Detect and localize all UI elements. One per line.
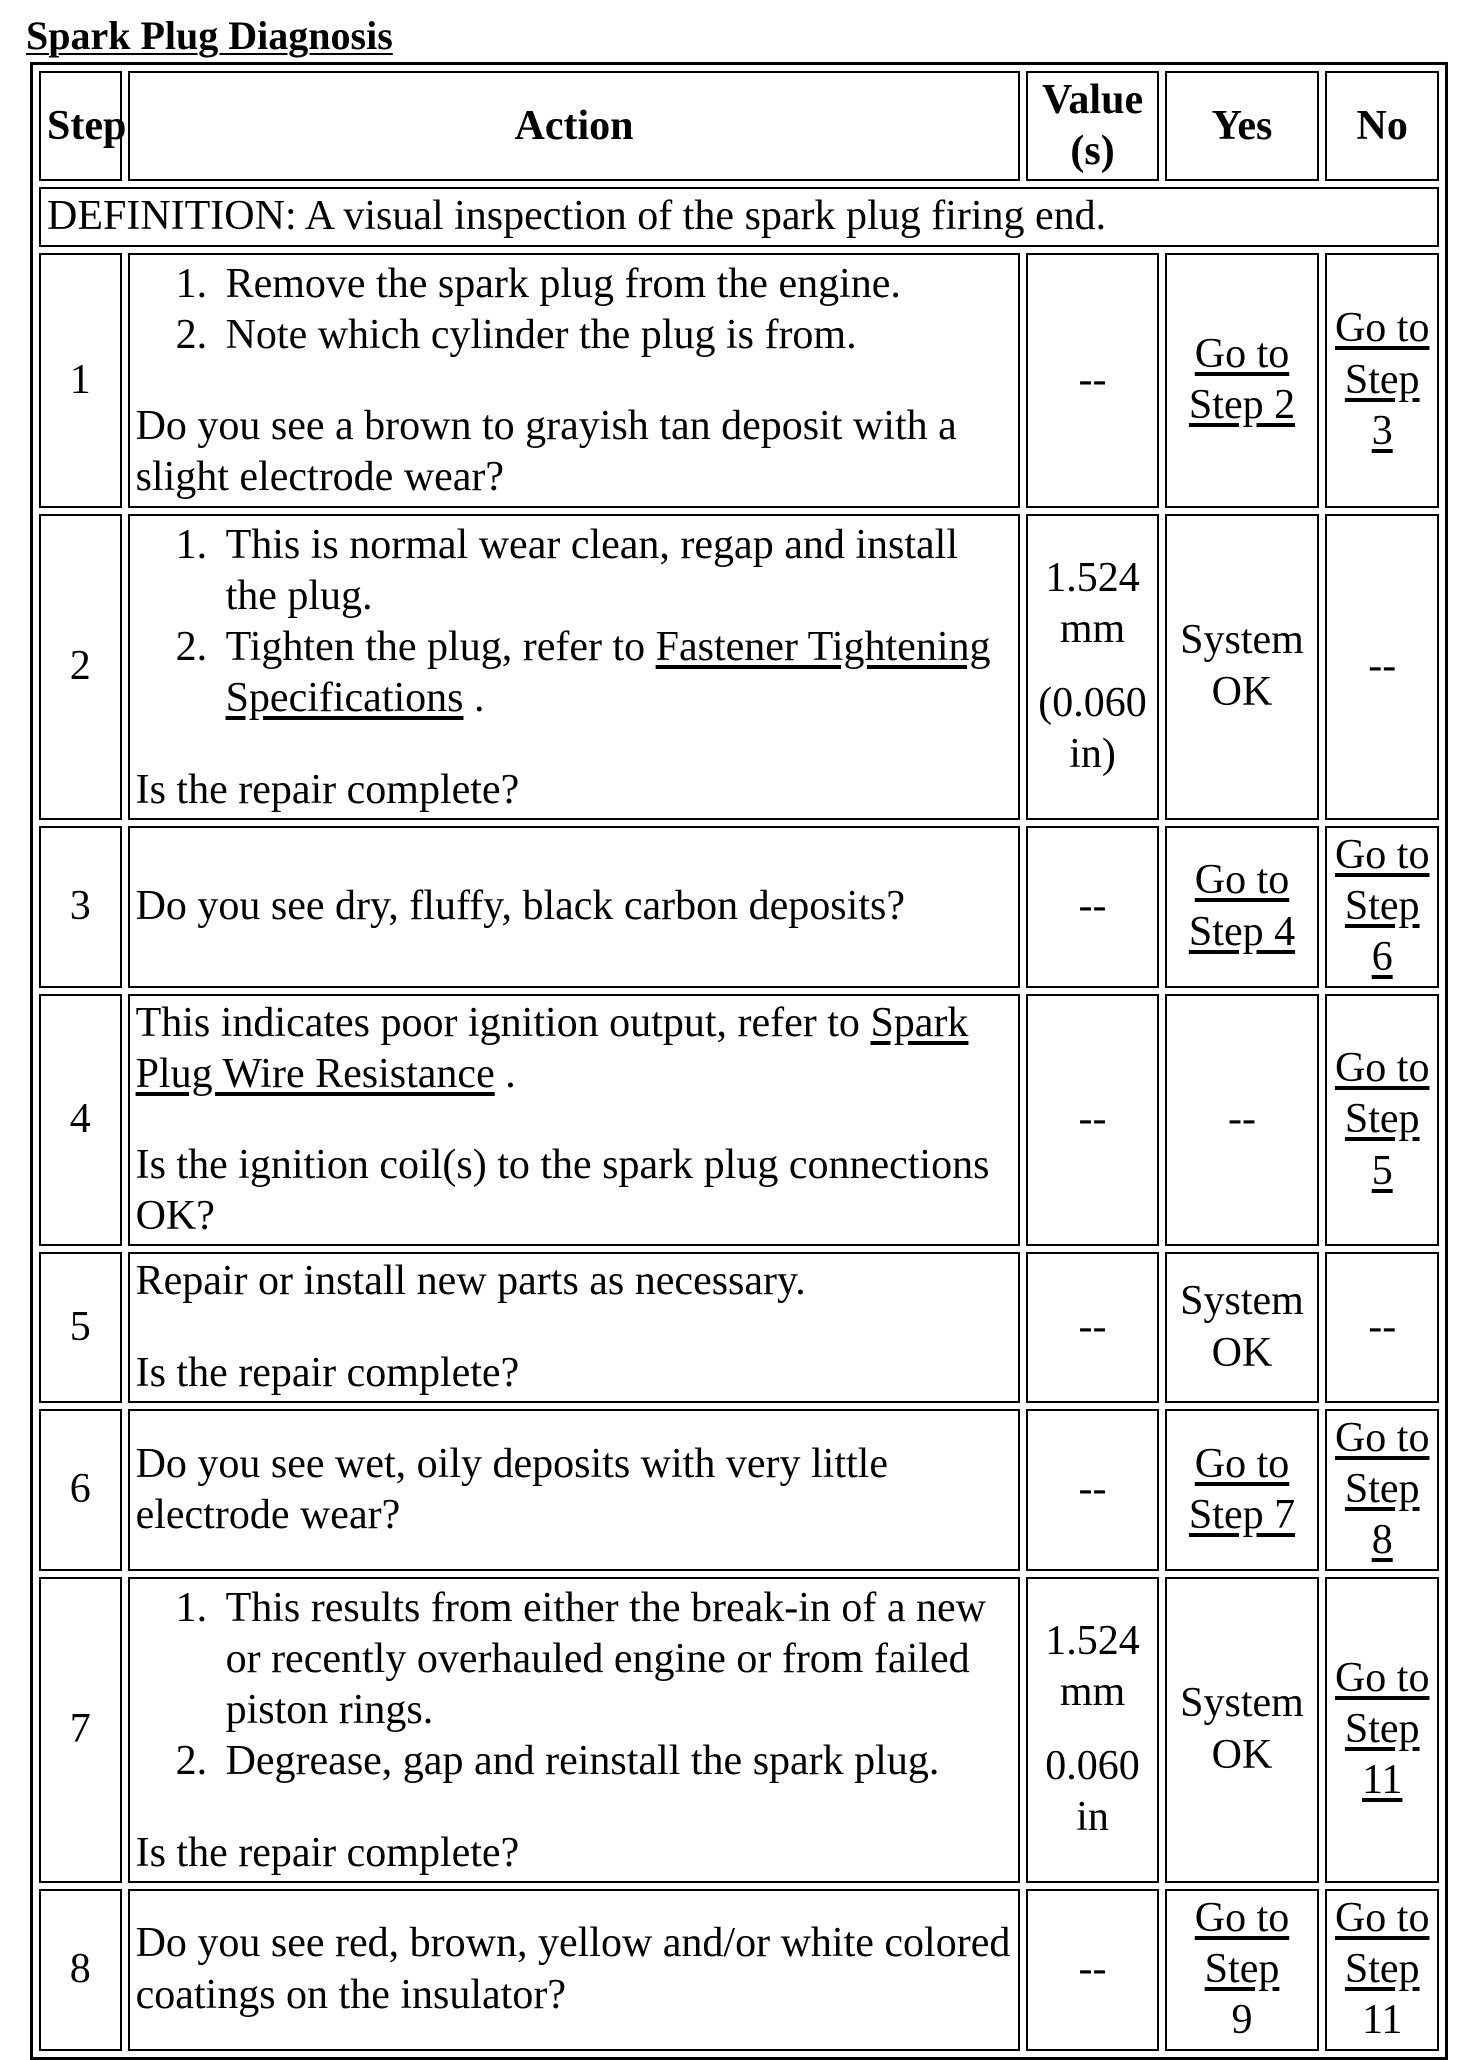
action-cell <box>128 1252 1021 1402</box>
table-row <box>39 1889 1439 2051</box>
step-number: 4 <box>39 994 122 1247</box>
action-text-suffix: . <box>494 1050 516 1097</box>
yes-cell: -- <box>1165 994 1320 1247</box>
table-row <box>39 1577 1439 1883</box>
no-cell: -- <box>1325 514 1439 820</box>
value-metric: 1.524 mm <box>1045 1618 1140 1716</box>
no-link-number[interactable]: 11 <box>1361 1757 1403 1804</box>
table-row <box>39 1409 1439 1571</box>
action-item: 1. This is normal wear clean, regap and install the plug. <box>218 520 1013 622</box>
diagnosis-table <box>30 62 1448 2060</box>
value-metric: 1.524 mm <box>1045 555 1140 653</box>
value-cell: -- <box>1026 994 1158 1247</box>
step-number: 1 <box>39 253 122 508</box>
action-item <box>218 622 1013 724</box>
table-row <box>39 253 1439 508</box>
header-value: Value (s) <box>1026 71 1158 181</box>
action-question: Is the repair complete? <box>135 1349 520 1396</box>
no-link[interactable]: Go to Step 6 <box>1334 831 1430 981</box>
yes-link[interactable]: Go to Step <box>1194 1894 1290 1993</box>
header-yes: Yes <box>1165 71 1320 181</box>
table-row <box>39 1252 1439 1402</box>
definition-text: DEFINITION: A visual inspection of the spark plug firing end. <box>39 187 1439 246</box>
table-row <box>39 994 1439 1247</box>
step-number: 2 <box>39 514 122 820</box>
action-question: Do you see dry, fluffy, black carbon deposits? <box>128 826 1021 988</box>
yes-cell: System OK <box>1165 514 1320 820</box>
value-cell: -- <box>1026 826 1158 988</box>
action-item: 1. This results from either the break-in of a new or recently overhauled engine or from failed piston rings. <box>218 1583 1013 1737</box>
action-question: Is the ignition coil(s) to the spark plug connections OK? <box>135 1141 990 1240</box>
header-step: Step <box>39 71 122 181</box>
action-text-prefix: This indicates poor ignition output, refer to <box>135 999 871 1046</box>
step-number: 8 <box>39 1889 122 2051</box>
action-question: Is the repair complete? <box>135 1829 520 1876</box>
no-cell: -- <box>1325 1252 1439 1402</box>
action-question: Do you see wet, oily deposits with very little electrode wear? <box>128 1409 1021 1571</box>
yes-link[interactable]: Go to Step 2 <box>1188 330 1296 429</box>
step-number: 6 <box>39 1409 122 1571</box>
value-imperial: (0.060 in) <box>1038 679 1147 777</box>
fastener-specs-link[interactable]: Fastener Tightening Specifications <box>225 624 991 722</box>
value-cell: -- <box>1026 1252 1158 1402</box>
header-action: Action <box>128 71 1021 181</box>
step-number: 3 <box>39 826 122 988</box>
no-link[interactable]: Go to Step 5 <box>1334 1045 1430 1194</box>
header-row <box>39 71 1439 181</box>
action-item: 1. Remove the spark plug from the engine. <box>218 259 1013 310</box>
no-link[interactable]: Go to Step <box>1334 1894 1430 1993</box>
action-cell <box>128 514 1021 820</box>
action-item-suffix: . <box>463 675 485 722</box>
action-question: Do you see red, brown, yellow and/or white colored coatings on the insulator? <box>128 1889 1021 2051</box>
action-cell <box>128 1577 1021 1883</box>
action-item-text: Tighten the plug, refer to <box>225 624 656 671</box>
action-question: Do you see a brown to grayish tan deposit with a slight electrode wear? <box>135 403 957 501</box>
page-title: Spark Plug Diagnosis <box>26 13 393 58</box>
no-link[interactable]: Go to Step <box>1334 1654 1430 1753</box>
step-number: 5 <box>39 1252 122 1402</box>
action-cell <box>128 253 1021 508</box>
no-link[interactable]: Go to Step 3 <box>1334 305 1430 454</box>
action-item: 2. Note which cylinder the plug is from. <box>218 310 1013 361</box>
no-link[interactable]: Go to Step 8 <box>1334 1414 1430 1564</box>
header-no: No <box>1325 71 1439 181</box>
value-imperial: 0.060 in <box>1045 1742 1140 1840</box>
no-link-number: 11 <box>1361 1997 1403 2044</box>
yes-link[interactable]: Go to Step 4 <box>1188 857 1296 955</box>
step-number: 7 <box>39 1577 122 1883</box>
yes-link[interactable]: Go to Step 7 <box>1188 1440 1296 1538</box>
definition-row <box>39 187 1439 246</box>
value-cell <box>1026 514 1158 820</box>
value-cell: -- <box>1026 1409 1158 1571</box>
value-cell: -- <box>1026 1889 1158 2051</box>
wire-resistance-link[interactable]: Spark Plug Wire Resistance <box>135 999 969 1097</box>
yes-cell: System OK <box>1165 1577 1320 1883</box>
table-row <box>39 514 1439 820</box>
yes-link-number: 9 <box>1231 1997 1253 2044</box>
action-text <box>136 998 1013 1100</box>
value-cell: -- <box>1026 253 1158 508</box>
table-row <box>39 826 1439 988</box>
action-item: 2. Degrease, gap and reinstall the spark plug. <box>218 1736 1013 1787</box>
action-question: Is the repair complete? <box>135 766 520 813</box>
value-cell <box>1026 1577 1158 1883</box>
action-text: Repair or install new parts as necessary. <box>135 1258 806 1305</box>
yes-cell: System OK <box>1165 1252 1320 1402</box>
action-cell <box>128 994 1021 1247</box>
